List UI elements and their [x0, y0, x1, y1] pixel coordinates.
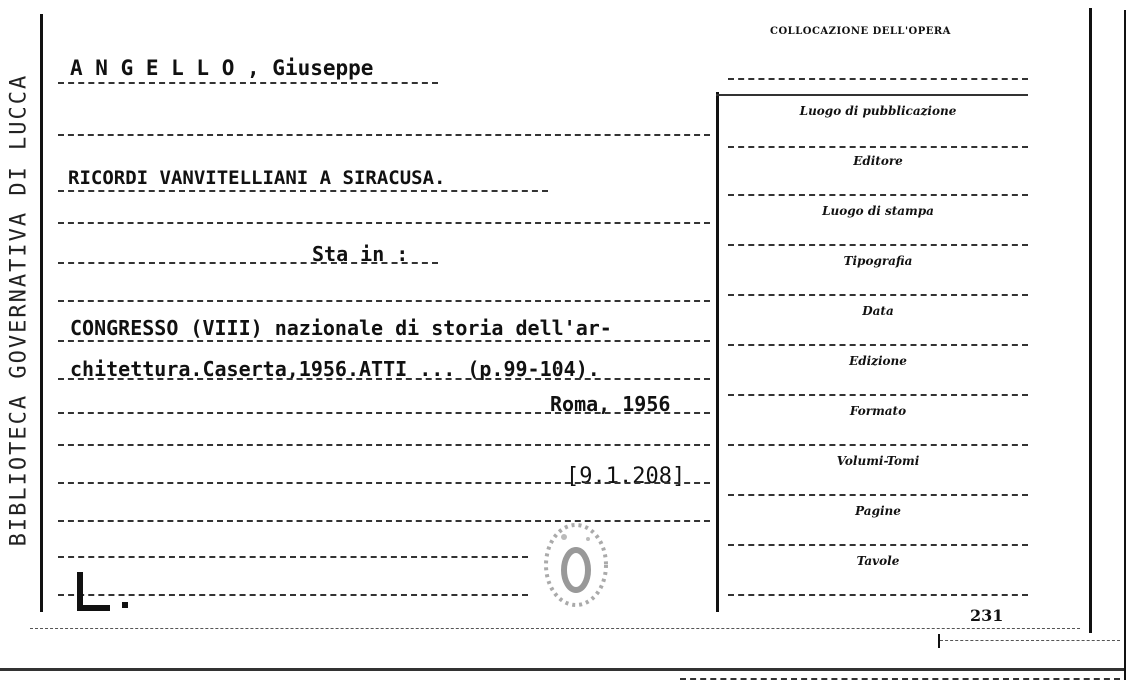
field-formato: Formato	[849, 404, 907, 418]
rule	[728, 244, 1028, 246]
tick-mark	[938, 634, 940, 648]
rule	[58, 340, 710, 342]
rule	[58, 300, 710, 302]
rule	[58, 134, 710, 136]
library-name: BIBLIOTECA GOVERNATIVA DI LUCCA	[6, 73, 32, 547]
rule	[728, 146, 1028, 148]
sta-in: Sta in :	[312, 242, 409, 266]
title: RICORDI VANVITELLIANI A SIRACUSA.	[68, 167, 446, 189]
field-data: Data	[862, 304, 894, 318]
rule	[728, 594, 1028, 596]
rule	[58, 190, 548, 192]
field-edizione: Edizione	[849, 354, 907, 368]
rule	[728, 544, 1028, 546]
rule	[728, 344, 1028, 346]
shelfmark: [9.1.208]	[566, 464, 686, 489]
library-stamp-vertical	[4, 10, 34, 610]
source-line-2: chitettura.Caserta,1956.ATTI ... (p.99-104).	[70, 357, 600, 381]
rule	[728, 494, 1028, 496]
rule	[58, 556, 528, 558]
field-luogo-pubblicazione: Luogo di pubblicazione	[799, 104, 957, 118]
collocazione-header: COLLOCAZIONE DELL'OPERA	[770, 26, 951, 37]
card-bottom-edge	[30, 628, 1080, 629]
rule	[716, 94, 1028, 96]
field-column-divider	[716, 92, 719, 612]
field-luogo-stampa: Luogo di stampa	[822, 204, 934, 218]
library-seal-stamp	[536, 515, 616, 615]
right-edge	[1124, 10, 1126, 680]
scan-edge-line	[680, 678, 1120, 680]
rule	[728, 394, 1028, 396]
rule	[58, 444, 710, 446]
rule	[58, 378, 710, 380]
rule	[728, 194, 1028, 196]
rule	[728, 444, 1028, 446]
rule	[728, 294, 1028, 296]
field-volumi-tomi: Volumi-Tomi	[836, 454, 920, 468]
rule	[940, 640, 1120, 641]
field-tipografia: Tipografia	[843, 254, 913, 268]
rule	[58, 82, 438, 84]
rule	[728, 78, 1028, 80]
field-tavole: Tavole	[856, 554, 900, 568]
right-border	[1089, 8, 1092, 633]
field-pagine: Pagine	[855, 504, 901, 518]
rule	[58, 412, 710, 414]
scan-edge-line	[0, 668, 1124, 671]
rule	[58, 482, 710, 484]
rule	[58, 222, 710, 224]
author: A N G E L L O , Giuseppe	[70, 56, 374, 80]
source-line-3: Roma, 1956	[550, 392, 671, 416]
field-editore: Editore	[853, 154, 903, 168]
rule	[58, 262, 438, 264]
handwritten-l-mark	[70, 568, 140, 618]
handwritten-number: 231	[970, 606, 1004, 625]
left-border	[40, 14, 43, 612]
source-line-1: CONGRESSO (VIII) nazionale di storia dell'ar-	[70, 316, 612, 340]
